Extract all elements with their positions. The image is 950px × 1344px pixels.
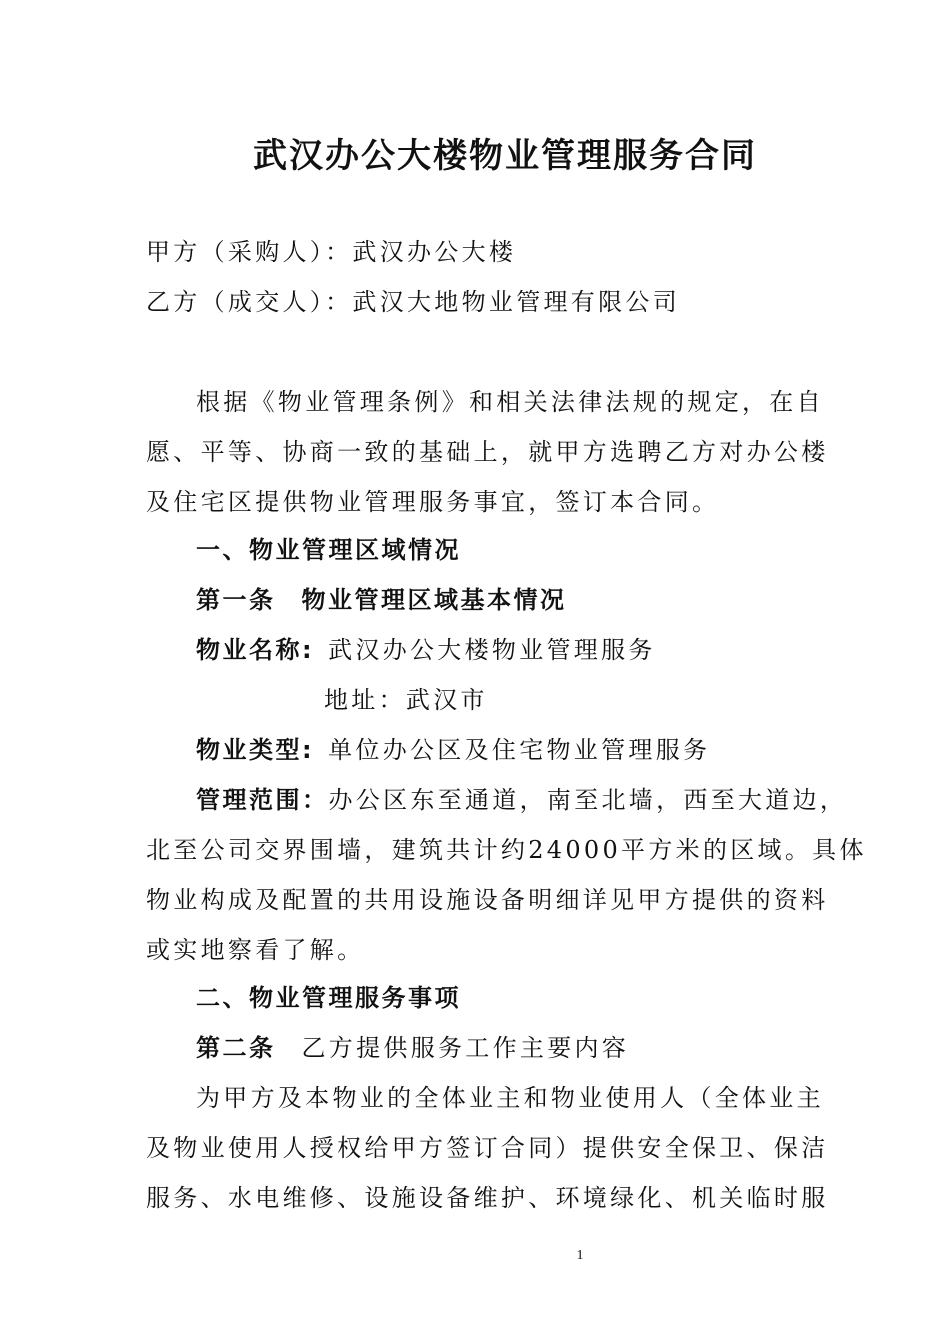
article2-body-line-3: 服务、水电维修、设施设备维护、环境绿化、机关临时服 bbox=[146, 1184, 829, 1212]
property-type-label: 物业类型: bbox=[196, 736, 315, 764]
article2-label: 第二条 bbox=[196, 1034, 276, 1062]
preamble-line-1: 根据《物业管理条例》和相关法律法规的规定，在自 bbox=[196, 388, 824, 416]
property-name-label: 物业名称: bbox=[196, 636, 315, 664]
scope-line-1: 办公区东至通道，南至北墙，西至大道边， bbox=[328, 786, 848, 814]
scope-line-3: 物业构成及配置的共用设施设备明细详见甲方提供的资料 bbox=[146, 886, 829, 914]
article2-title: 乙方提供服务工作主要内容 bbox=[301, 1034, 630, 1062]
article1-title: 物业管理区域基本情况 bbox=[301, 586, 567, 614]
party-a: 甲方（采购人）：武汉办公大楼 bbox=[146, 238, 517, 266]
article1-heading bbox=[196, 584, 567, 616]
article1-label: 第一条 bbox=[196, 586, 276, 614]
party-b: 乙方（成交人）：武汉大地物业管理有限公司 bbox=[146, 288, 680, 316]
page-number: 1 bbox=[576, 1248, 584, 1263]
preamble-line-3: 及住宅区提供物业管理服务事宜，签订本合同。 bbox=[146, 488, 720, 516]
scope-line-2: 北至公司交界围墙，建筑共计约24000平方米的区域。具体 bbox=[146, 836, 867, 864]
scope-row bbox=[196, 784, 847, 816]
contract-title: 武汉办公大楼物业管理服务合同 bbox=[253, 136, 757, 176]
property-type-row bbox=[196, 734, 710, 766]
property-address: 地址：武汉市 bbox=[324, 686, 488, 714]
section2-heading: 二、物业管理服务事项 bbox=[196, 984, 461, 1012]
property-type-value: 单位办公区及住宅物业管理服务 bbox=[328, 736, 711, 764]
scope-line-4: 或实地察看了解。 bbox=[146, 936, 365, 964]
article2-heading bbox=[196, 1032, 629, 1064]
article2-body-line-2: 及物业使用人授权给甲方签订合同）提供安全保卫、保洁 bbox=[146, 1134, 829, 1162]
section1-heading: 一、物业管理区域情况 bbox=[196, 536, 461, 564]
preamble-line-2: 愿、平等、协商一致的基础上，就甲方选聘乙方对办公楼 bbox=[146, 438, 829, 466]
scope-label: 管理范围： bbox=[196, 786, 329, 814]
property-name-value: 武汉办公大楼物业管理服务 bbox=[328, 636, 656, 664]
article2-body-line-1: 为甲方及本物业的全体业主和物业使用人（全体业主 bbox=[196, 1084, 824, 1112]
property-name-row bbox=[196, 634, 656, 666]
